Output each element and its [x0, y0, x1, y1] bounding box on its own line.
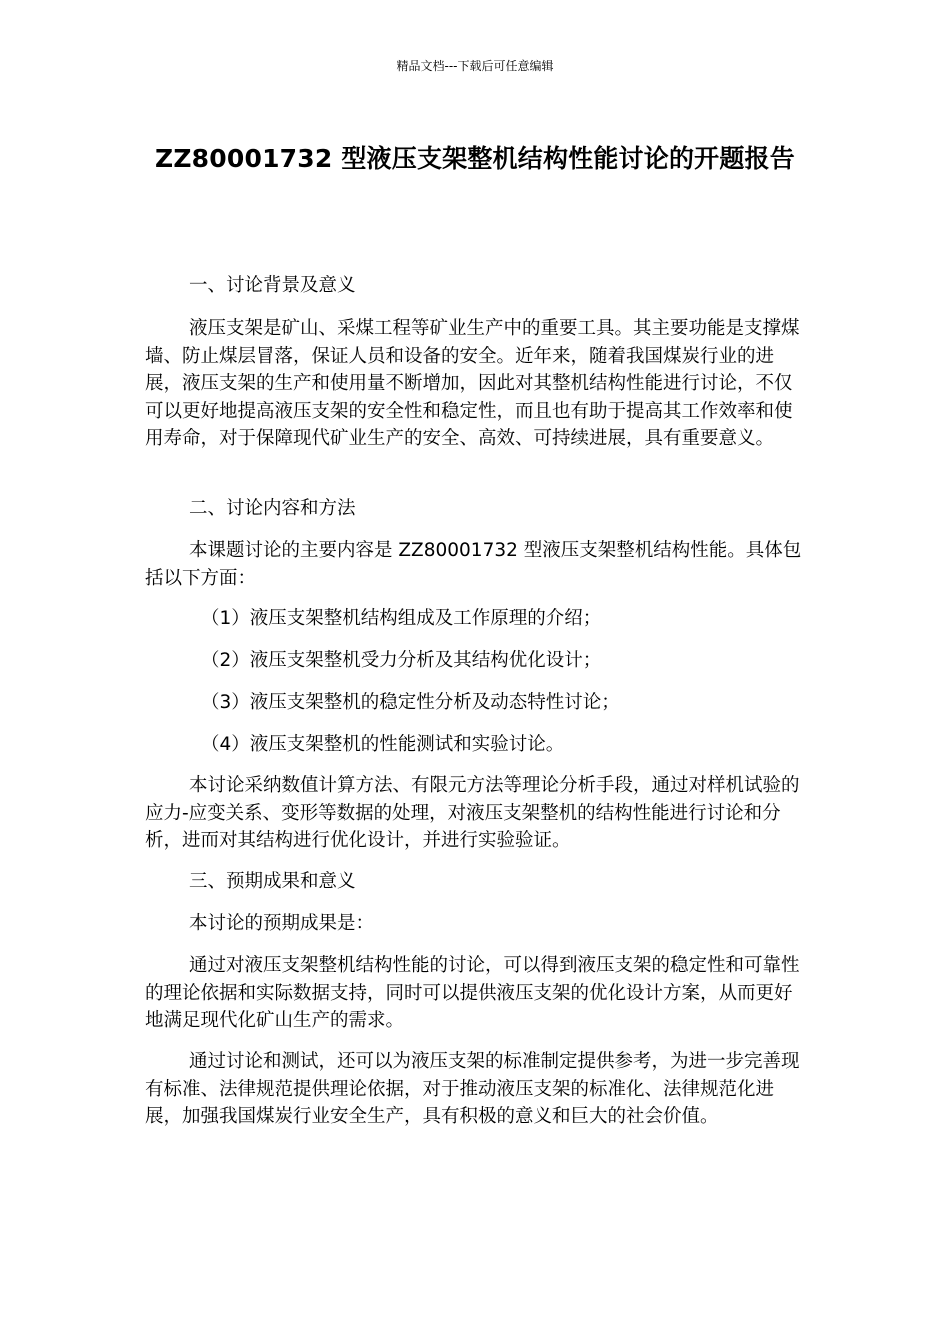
list-item-1-block [145, 605, 805, 633]
page-header-note: 精品文档---下载后可任意编辑 [396, 59, 554, 73]
section3-para1-block [145, 952, 805, 1035]
section1-heading: 一、讨论背景及意义 [189, 275, 356, 296]
section1-paragraph [145, 315, 805, 453]
section3-para1: 通过对液压支架整机结构性能的讨论，可以得到液压支架的稳定性和可靠性的理论依据和实际数据支持，同时可以提供液压支架的优化设计方案，从而更好地满足现代化矿山生产的需求。 [145, 955, 800, 1031]
section2-intro: 本课题讨论的主要内容是 ZZ80001732 型液压支架整机结构性能。具体包括以下方面： [145, 540, 802, 589]
section3-para2-block [145, 1048, 805, 1131]
list-item: （4）液压支架整机的性能测试和实验讨论。 [201, 734, 565, 755]
list-item-2-block [145, 647, 805, 675]
list-item: （2）液压支架整机受力分析及其结构优化设计； [201, 650, 602, 671]
section3-intro: 本讨论的预期成果是： [189, 913, 375, 934]
list-item-3-block [145, 689, 805, 717]
section3-heading: 三、预期成果和意义 [189, 871, 356, 892]
section2-intro-block [145, 537, 805, 592]
section3-para2: 通过讨论和测试，还可以为液压支架的标准制定提供参考，为进一步完善现有标准、法律规范提供理论依据，对于推动液压支架的标准化、法律规范化进展，加强我国煤炭行业安全生产，具有积极的意义和巨大的社会价值。 [145, 1051, 800, 1127]
section2-heading: 二、讨论内容和方法 [189, 498, 356, 519]
section2-method: 本讨论采纳数值计算方法、有限元方法等理论分析手段，通过对样机试验的应力-应变关系、变形等数据的处理，对液压支架整机的结构性能进行讨论和分析，进而对其结构进行优化设计，并进行实验验证。 [145, 775, 800, 851]
list-item: （3）液压支架整机的稳定性分析及动态特性讨论； [201, 692, 620, 713]
section3-heading-block [145, 868, 805, 896]
section2-method-block [145, 772, 805, 855]
list-item-4-block [145, 731, 805, 759]
list-item: （1）液压支架整机结构组成及工作原理的介绍； [201, 608, 602, 629]
section1-para1: 液压支架是矿山、采煤工程等矿业生产中的重要工具。其主要功能是支撑煤墙、防止煤层冒落，保证人员和设备的安全。近年来，随着我国煤炭行业的进展，液压支架的生产和使用量不断增加，因此对其整机结构性能进行讨论，不仅可以更好地提高液压支架的安全性和稳定性，而且也有助于提高其工作效率和使用寿命，对于保障现代矿业生产的安全、高效、可持续进展，具有重要意义。 [145, 318, 800, 449]
section2-heading-block [145, 495, 805, 523]
document-body [145, 272, 805, 300]
section3-intro-block [145, 910, 805, 938]
document-title: ZZ80001732 型液压支架整机结构性能讨论的开题报告 [155, 144, 795, 173]
